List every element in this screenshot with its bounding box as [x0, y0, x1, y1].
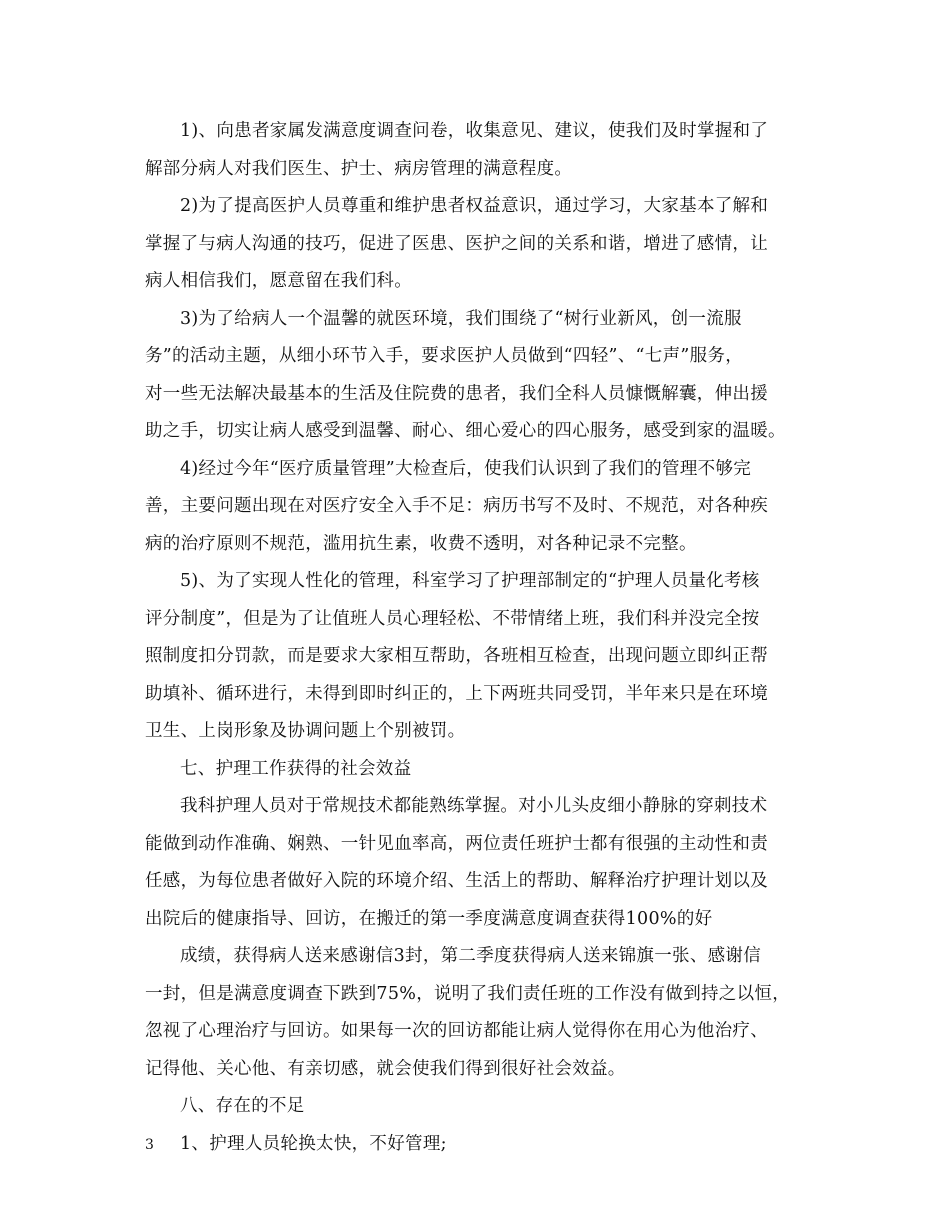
text-line: 解部分病人对我们医生、护士、病房管理的满意程度。 — [145, 158, 573, 179]
text-line: 病人相信我们，愿意留在我们科。 — [145, 271, 412, 291]
text-line: 助填补、循环进行，未得到即时纠正的，上下两班共同受罚，半年来只是在环境 — [145, 683, 768, 704]
text-line: 卫生、上岗形象及协调问题上个别被罚。 — [145, 721, 466, 741]
text-line: 4)经过今年“医疗质量管理”大检查后，使我们认识到了我们的管理不够完 — [180, 458, 752, 479]
text-line: 任感，为每位患者做好入院的环境介绍、生活上的帮助、解释治疗护理计划以及 — [145, 871, 768, 891]
section-heading-8 — [145, 1088, 810, 1126]
text-line: 我科护理人员对于常规技术都能熟练掌握。对小儿头皮细小静脉的穿刺技术 — [180, 796, 768, 816]
paragraph-section-7-2 — [145, 938, 810, 1088]
paragraph-item-2 — [145, 188, 810, 301]
text-line: 务”的活动主题，从细小环节入手，要求医护人员做到“四轻”、“七声”服务， — [145, 346, 744, 366]
text-line: 5)、为了实现人性化的管理，科室学习了护理部制定的“护理人员量化考核 — [180, 571, 760, 591]
page-number: 3 — [145, 1137, 154, 1153]
section-heading-7 — [145, 751, 810, 789]
text-line: 照制度扣分罚款，而是要求大家相互帮助，各班相互检查，出现问题立即纠正帮 — [145, 646, 768, 666]
text-line: 一封，但是满意度调查下跌到75%，说明了我们责任班的工作没有做到持之以恒， — [145, 983, 790, 1004]
text-line: 出院后的健康指导、回访，在搬迁的第一季度满意度调查获得100%的好 — [145, 908, 713, 929]
text-line: 忽视了心理治疗与回访。如果每一次的回访都能让病人觉得你在用心为他治疗、 — [145, 1021, 768, 1041]
document-body — [145, 113, 810, 1163]
text-line: 掌握了与病人沟通的技巧，促进了医患、医护之间的关系和谐，增进了感情，让 — [145, 233, 768, 254]
text-line: 3)为了给病人一个温馨的就医环境，我们围绕了“树行业新风，创一流服 — [180, 308, 742, 329]
text-line: 对一些无法解决最基本的生活及住院费的患者，我们全科人员慷慨解囊，伸出援 — [145, 383, 768, 404]
text-line: 助之手，切实让病人感受到温馨、耐心、细心爱心的四心服务，感受到家的温暖。 — [145, 421, 786, 441]
text-line: 2)为了提高医护人员尊重和维护患者权益意识，通过学习，大家基本了解和 — [180, 196, 769, 216]
text-line: 1)、向患者家属发满意度调查问卷，收集意见、建议，使我们及时掌握和了 — [180, 121, 769, 141]
paragraph-item-3 — [145, 301, 810, 451]
text-line: 评分制度”，但是为了让值班人员心理轻松、不带情绪上班，我们科并没完全按 — [145, 608, 760, 629]
text-line: 能做到动作准确、娴熟、一针见血率高，两位责任班护士都有很强的主动性和责 — [145, 833, 768, 854]
text-line: 病的治疗原则不规范，滥用抗生素，收费不透明，对各种记录不完整。 — [145, 533, 697, 554]
paragraph-section-8-1 — [145, 1126, 810, 1164]
heading-line: 七、护理工作获得的社会效益 — [180, 758, 412, 779]
paragraph-item-5 — [145, 563, 810, 751]
text-line: 1、护理人员轮换太快，不好管理; — [180, 1133, 447, 1154]
text-line: 记得他、关心他、有亲切感，就会使我们得到很好社会效益。 — [145, 1058, 626, 1079]
paragraph-section-7-1 — [145, 788, 810, 938]
paragraph-item-4 — [145, 451, 810, 564]
heading-line: 八、存在的不足 — [180, 1096, 305, 1116]
paragraph-item-1 — [145, 113, 810, 188]
text-line: 善，主要问题出现在对医疗安全入手不足：病历书写不及时、不规范，对各种疾 — [145, 496, 768, 516]
text-line: 成绩，获得病人送来感谢信3封，第二季度获得病人送来锦旗一张、感谢信 — [180, 946, 762, 966]
